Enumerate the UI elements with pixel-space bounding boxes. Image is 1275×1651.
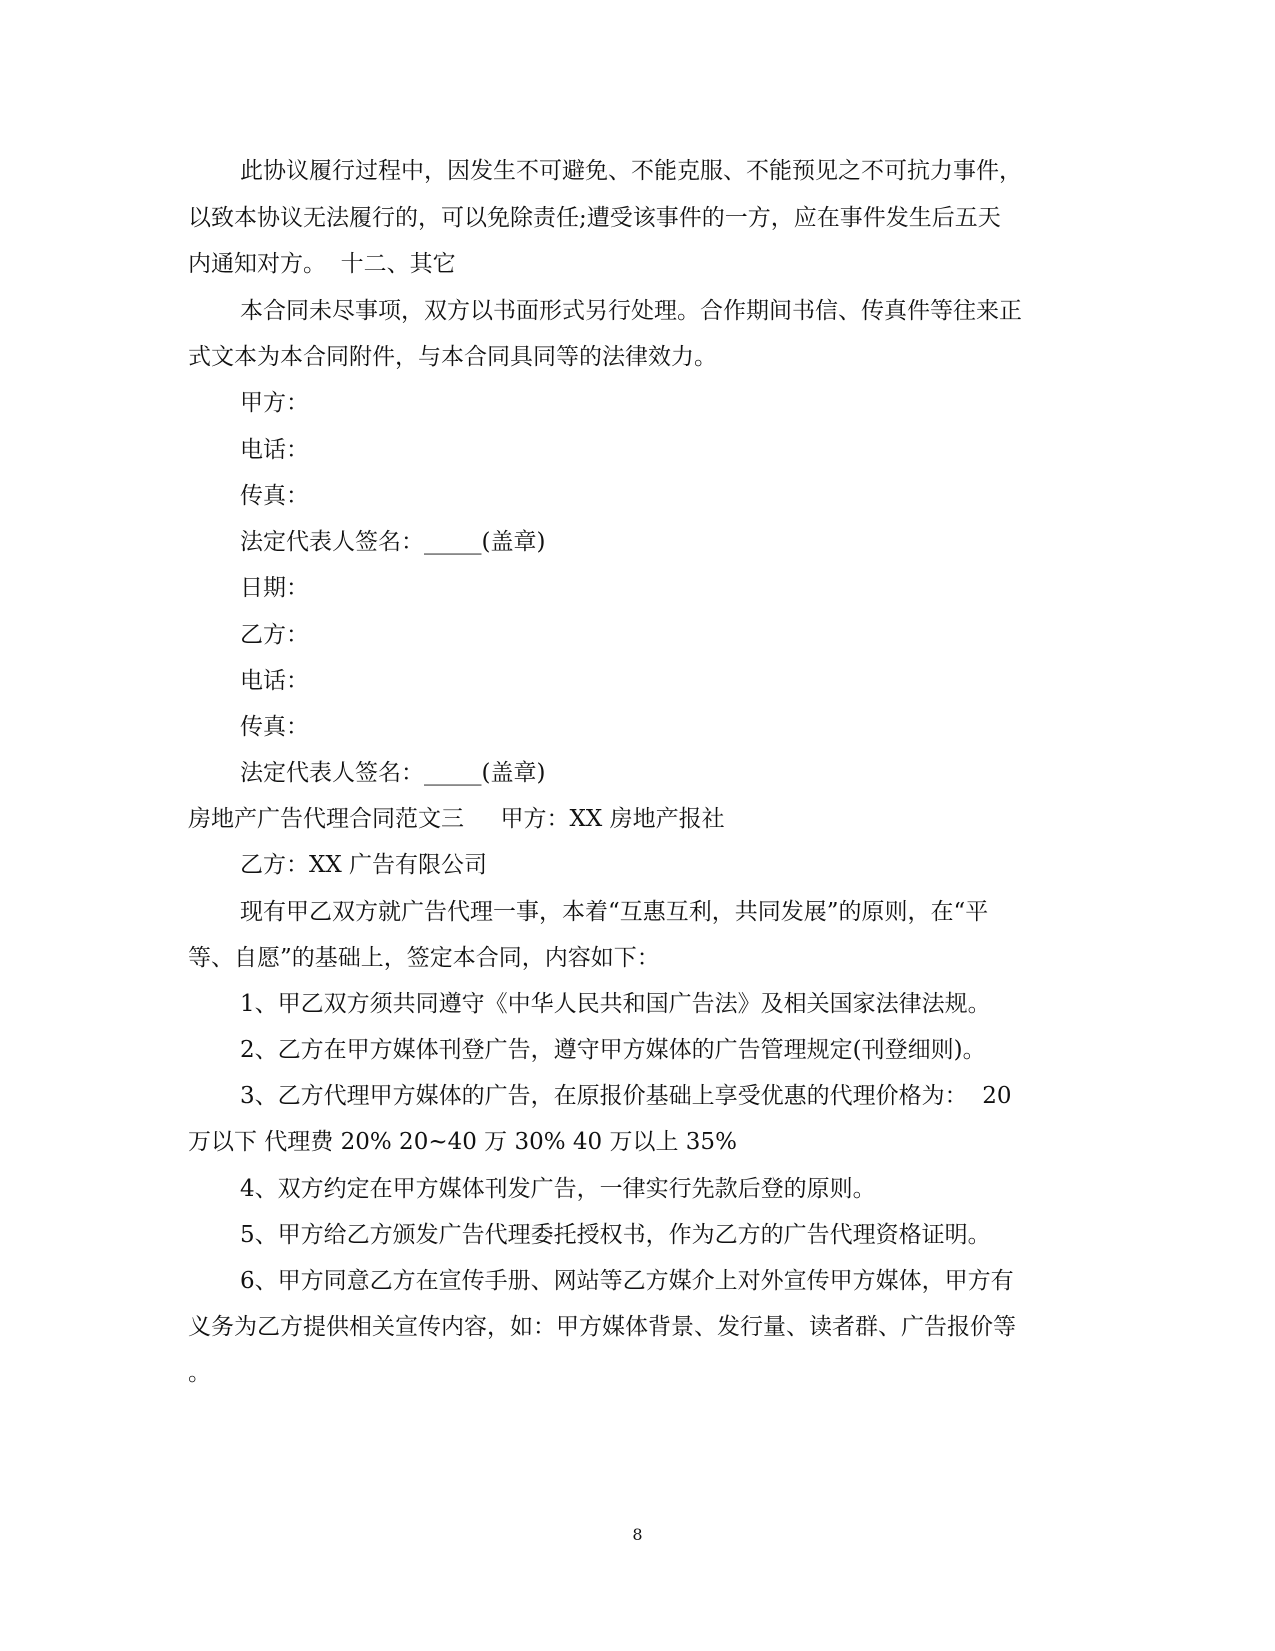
party-b-company-line: 乙方：XX 广告有限公司 (240, 852, 488, 878)
clause-6-continued: 义务为乙方提供相关宣传内容，如：甲方媒体背景、发行量、读者群、广告报价等 (188, 1314, 1016, 1340)
party-b-fax-label: 传真： (240, 714, 309, 740)
paragraph-line: 内通知对方。 十二、其它 (188, 251, 456, 277)
party-b-signature-line: 法定代表人签名：_____(盖章) (240, 760, 546, 786)
page-number: 8 (632, 1525, 643, 1544)
party-a-fax-label: 传真： (240, 483, 309, 509)
paragraph-line: 以致本协议无法履行的，可以免除责任;遭受该事件的一方，应在事件发生后五天 (188, 205, 1001, 231)
clause-2: 2、乙方在甲方媒体刊登广告，遵守甲方媒体的广告管理规定(刊登细则)。 (240, 1037, 986, 1063)
paragraph-line: 式文本为本合同附件，与本合同具同等的法律效力。 (188, 344, 717, 370)
party-b-phone-label: 电话： (240, 668, 309, 694)
party-b-label: 乙方： (240, 622, 309, 648)
paragraph-line: 等、自愿”的基础上，签定本合同，内容如下： (188, 945, 660, 971)
clause-6: 6、甲方同意乙方在宣传手册、网站等乙方媒介上对外宣传甲方媒体，甲方有 (240, 1268, 1014, 1294)
contract-title-line: 房地产广告代理合同范文三 甲方：XX 房地产报社 (188, 806, 725, 832)
paragraph-line: 本合同未尽事项，双方以书面形式另行处理。合作期间书信、传真件等往来正 (240, 298, 1022, 324)
paragraph-line: 现有甲乙双方就广告代理一事，本着“互惠互利，共同发展”的原则，在“平 (240, 899, 989, 925)
party-a-phone-label: 电话： (240, 437, 309, 463)
clause-3: 3、乙方代理甲方媒体的广告，在原报价基础上享受优惠的代理价格为： 20 (240, 1083, 1012, 1109)
party-a-signature-line: 法定代表人签名：_____(盖章) (240, 529, 546, 555)
party-a-label: 甲方： (240, 390, 309, 416)
clause-5: 5、甲方给乙方颁发广告代理委托授权书，作为乙方的广告代理资格证明。 (240, 1222, 991, 1248)
paragraph-line: 此协议履行过程中，因发生不可避免、不能克服、不能预见之不可抗力事件， (240, 158, 1022, 184)
clause-4: 4、双方约定在甲方媒体刊发广告，一律实行先款后登的原则。 (240, 1176, 876, 1202)
date-label: 日期： (240, 575, 309, 601)
clause-6-end: 。 (188, 1360, 211, 1386)
clause-3-continued: 万以下 代理费 20% 20~40 万 30% 40 万以上 35% (188, 1129, 737, 1155)
clause-1: 1、甲乙双方须共同遵守《中华人民共和国广告法》及相关国家法律法规。 (240, 991, 991, 1017)
